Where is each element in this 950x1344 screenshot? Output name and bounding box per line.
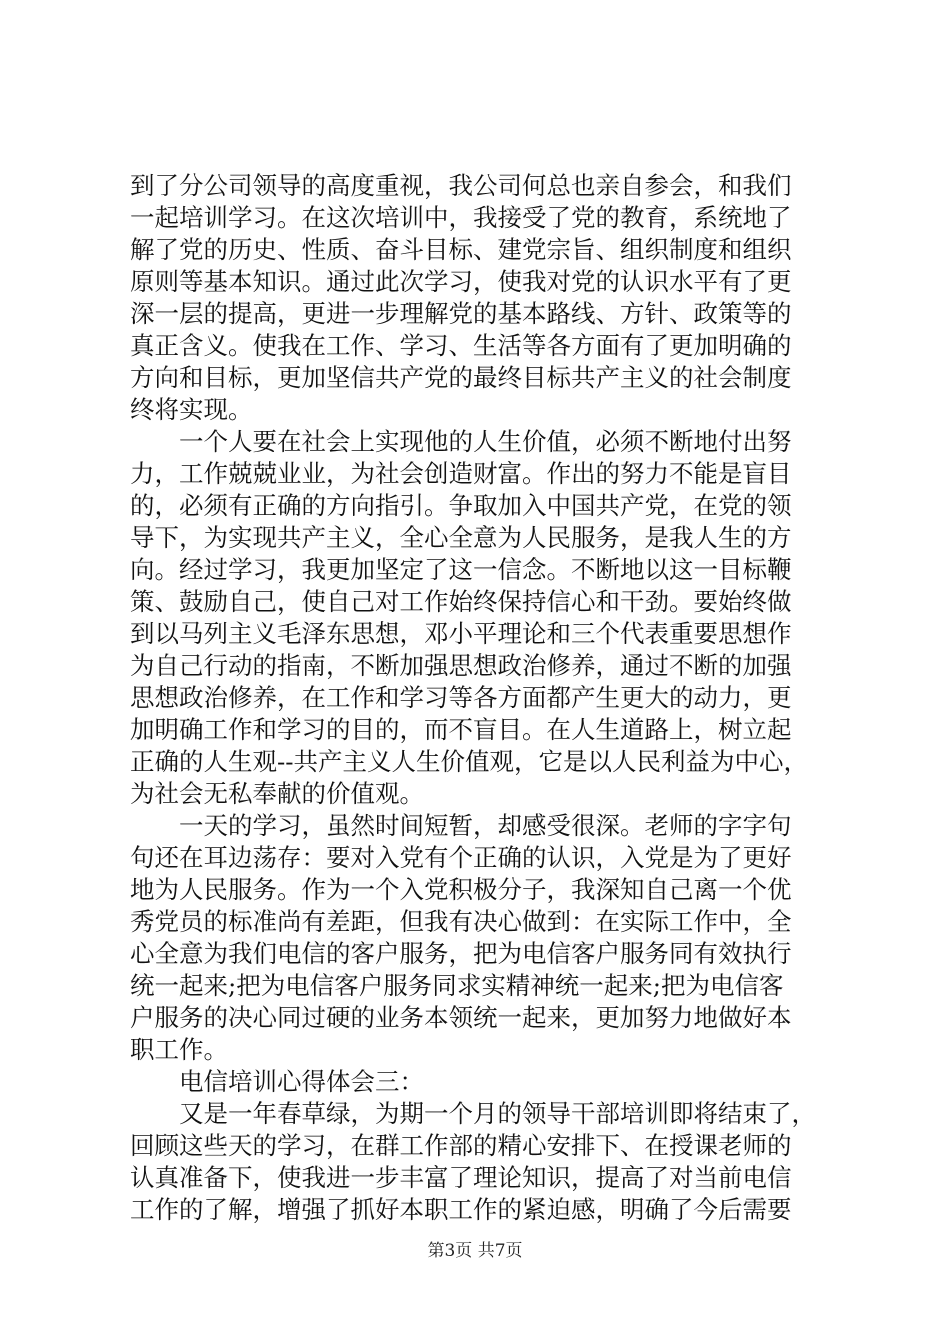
page-number-footer: 第3页 共7页 [427, 1241, 523, 1261]
section-heading: 电信培训心得体会三： [130, 1067, 424, 1096]
text-line: 原则等基本知识。通过此次学习，使我对党的认识水平有了更 [130, 267, 792, 296]
text-line: 统一起来;把为电信客户服务同求实精神统一起来;把为电信客 [130, 971, 784, 1000]
text-line: 思想政治修养，在工作和学习等各方面都产生更大的动力，更 [130, 683, 792, 712]
text-line: 为自己行动的指南，不断加强思想政治修养，通过不断的加强 [130, 651, 792, 680]
text-line: 到以马列主义毛泽东思想，邓小平理论和三个代表重要思想作 [130, 619, 792, 648]
text-line: 秀党员的标准尚有差距，但我有决心做到：在实际工作中，全 [130, 907, 792, 936]
text-line: 户服务的决心同过硬的业务本领统一起来，更加努力地做好本 [130, 1003, 792, 1032]
text-line: 解了党的历史、性质、奋斗目标、建党宗旨、组织制度和组织 [130, 235, 792, 264]
text-line: 策、鼓励自己，使自己对工作始终保持信心和干劲。要始终做 [130, 587, 792, 616]
text-line: 正确的人生观--共产主义人生价值观，它是以人民利益为中心， [130, 747, 809, 776]
text-line: 一个人要在社会上实现他的人生价值，必须不断地付出努 [130, 427, 792, 456]
text-line: 加明确工作和学习的目的，而不盲目。在人生道路上，树立起 [130, 715, 792, 744]
text-line: 为社会无私奉献的价值观。 [130, 779, 424, 808]
text-line: 句还在耳边荡存：要对入党有个正确的认识，入党是为了更好 [130, 843, 792, 872]
text-line: 一天的学习，虽然时间短暂，却感受很深。老师的字字句 [130, 811, 792, 840]
text-line: 职工作。 [130, 1035, 228, 1064]
text-line: 力，工作兢兢业业，为社会创造财富。作出的努力不能是盲目 [130, 459, 792, 488]
text-line: 向。经过学习，我更加坚定了这一信念。不断地以这一目标鞭 [130, 555, 792, 584]
text-line: 工作的了解，增强了抓好本职工作的紧迫感，明确了今后需要 [130, 1195, 792, 1224]
text-line: 的，必须有正确的方向指引。争取加入中国共产党，在党的领 [130, 491, 792, 520]
text-line: 方向和目标，更加坚信共产党的最终目标共产主义的社会制度 [130, 363, 792, 392]
text-line: 认真准备下，使我进一步丰富了理论知识，提高了对当前电信 [130, 1163, 792, 1192]
text-line: 又是一年春草绿，为期一个月的领导干部培训即将结束了， [130, 1099, 816, 1128]
text-line: 地为人民服务。作为一个入党积极分子，我深知自己离一个优 [130, 875, 792, 904]
text-line: 到了分公司领导的高度重视，我公司何总也亲自参会，和我们 [130, 171, 792, 200]
text-line: 终将实现。 [130, 395, 253, 424]
text-line: 心全意为我们电信的客户服务，把为电信客户服务同有效执行 [130, 939, 792, 968]
text-line: 真正含义。使我在工作、学习、生活等各方面有了更加明确的 [130, 331, 792, 360]
text-line: 回顾这些天的学习，在群工作部的精心安排下、在授课老师的 [130, 1131, 792, 1160]
text-line: 深一层的提高，更进一步理解党的基本路线、方针、政策等的 [130, 299, 792, 328]
text-line: 一起培训学习。在这次培训中，我接受了党的教育，系统地了 [130, 203, 792, 232]
document-body [130, 170, 840, 1226]
text-line: 导下，为实现共产主义，全心全意为人民服务，是我人生的方 [130, 523, 792, 552]
